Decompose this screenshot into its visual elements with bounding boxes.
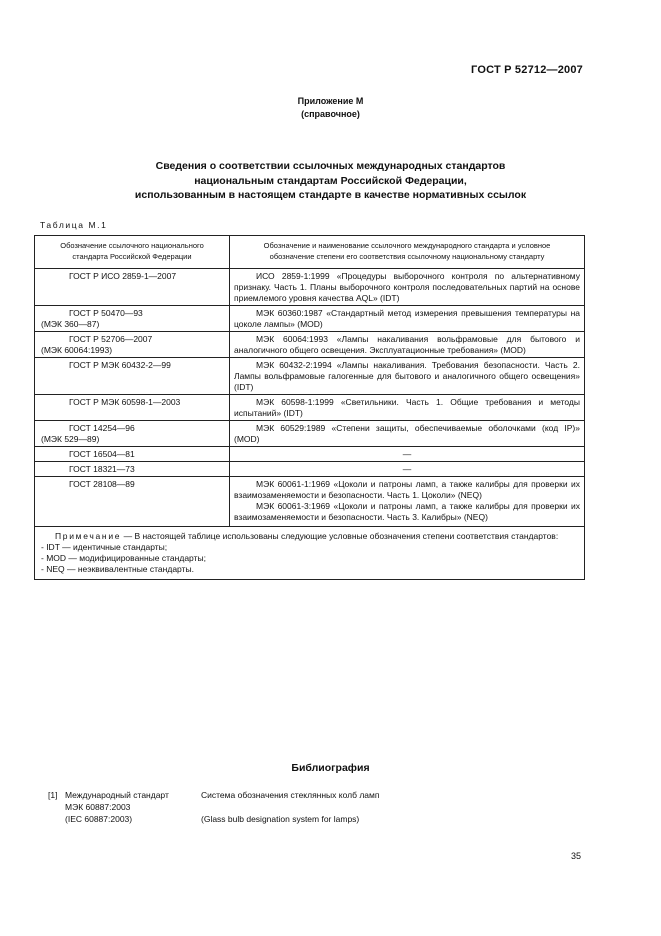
- note-item-idt: - IDT — идентичные стандарты;: [41, 542, 168, 552]
- national-standard-cell: ГОСТ Р ИСО 2859-1—2007: [35, 269, 230, 306]
- header-international-standard: Обозначение и наименование ссылочного международного стандарта и условное обозначение степени его соответствия ссылочному национальному стандарту: [230, 236, 585, 269]
- national-standard-cell: ГОСТ Р 52706—2007 (МЭК 60064:1993): [35, 332, 230, 358]
- header-national-standard: Обозначение ссылочного национального стандарта Российской Федерации: [35, 236, 230, 269]
- table-row: [35, 358, 585, 395]
- bibliography-entry-designation: Международный стандарт МЭК 60887:2003 (IEC 60887:2003): [65, 790, 169, 824]
- table-row: [35, 395, 585, 421]
- bibliography-entry-number: [1]: [48, 790, 58, 800]
- international-standard-cell: МЭК 60360:1987 «Стандартный метод измерения превышения температуры на цоколе лампы» (MOD): [230, 306, 585, 332]
- table-row: [35, 269, 585, 306]
- table-note: [35, 527, 585, 580]
- international-standard-cell: [230, 477, 585, 527]
- national-standard-cell: ГОСТ 18321—73: [35, 462, 230, 477]
- document-title-line-1: Сведения о соответствии ссылочных международных стандартов: [155, 160, 506, 172]
- table-row: [35, 306, 585, 332]
- appendix-subtitle: (справочное): [301, 109, 360, 119]
- note-lead: [41, 531, 578, 542]
- appendix-heading: [0, 95, 661, 121]
- national-standard-cell: ГОСТ Р МЭК 60432-2—99: [35, 358, 230, 395]
- document-title-line-3: использованным в настоящем стандарте в качестве нормативных ссылок: [134, 189, 527, 201]
- standard-code-header: ГОСТ Р 52712—2007: [471, 64, 583, 76]
- bibliography-entry-title: Система обозначения стеклянных колб ламп (Glass bulb designation system for lamps): [201, 790, 380, 824]
- table-note-row: [35, 527, 585, 580]
- table-header-row: [35, 236, 585, 269]
- international-standard-cell: МЭК 60432-2:1994 «Лампы накаливания. Требования безопасности. Часть 2. Лампы вольфрамовые галогенные для бытового и аналогичного общего освещения» (IDT): [230, 358, 585, 395]
- national-standard-cell: ГОСТ 16504—81: [35, 447, 230, 462]
- note-item-mod: - MOD — модифицированные стандарты;: [41, 553, 206, 563]
- table-row: [35, 477, 585, 527]
- international-standard-cell: МЭК 60598-1:1999 «Светильники. Часть 1. Общие требования и методы испытаний» (IDT): [230, 395, 585, 421]
- table-row: [35, 447, 585, 462]
- appendix-title: Приложение М: [297, 96, 364, 106]
- page-number: 35: [571, 851, 582, 861]
- national-standard-cell: ГОСТ 28108—89: [35, 477, 230, 527]
- note-text: — В настоящей таблице использованы следующие условные обозначения степени соответствия стандартов:: [123, 531, 559, 541]
- bibliography-title: Библиография: [291, 762, 370, 774]
- national-standard-cell: ГОСТ Р МЭК 60598-1—2003: [35, 395, 230, 421]
- table-label: Таблица М.1: [40, 220, 108, 230]
- national-standard-cell: ГОСТ 14254—96 (МЭК 529—89): [35, 421, 230, 447]
- international-standard-cell: —: [230, 462, 585, 477]
- international-standard-cell: —: [230, 447, 585, 462]
- table-row: [35, 421, 585, 447]
- international-standard-cell: МЭК 60064:1993 «Лампы накаливания вольфрамовые для бытового и аналогичного общего освещения. Эксплуатационные требования» (MOD): [230, 332, 585, 358]
- international-standard-cell: ИСО 2859-1:1999 «Процедуры выборочного контроля по альтернативному признаку. Часть 1. Планы выборочного контроля последовательных партий на основе приемлемого уровня качества AQL» (IDT): [230, 269, 585, 306]
- note-label: Примечание: [55, 531, 122, 541]
- national-standard-cell: ГОСТ Р 50470—93 (МЭК 360—87): [35, 306, 230, 332]
- international-standard-part-3: МЭК 60061-3:1969 «Цоколи и патроны ламп, а также калибры для проверки их взаимозаменяемости и безопасности. Часть 3. Калибры» (NEQ): [234, 501, 580, 522]
- note-item-neq: - NEQ — неэквивалентные стандарты.: [41, 564, 194, 574]
- document-title-line-2: национальным стандартам Российской Федерации,: [194, 174, 467, 187]
- document-title: [0, 159, 661, 203]
- table-row: [35, 462, 585, 477]
- table-row: [35, 332, 585, 358]
- international-standard-cell: МЭК 60529:1989 «Степени защиты, обеспечиваемые оболочками (код IP)» (MOD): [230, 421, 585, 447]
- international-standard-part-1: МЭК 60061-1:1969 «Цоколи и патроны ламп, а также калибры для проверки их взаимозаменяемости и безопасности. Часть 1. Цоколи» (NEQ): [234, 479, 580, 500]
- correspondence-table: [34, 235, 585, 580]
